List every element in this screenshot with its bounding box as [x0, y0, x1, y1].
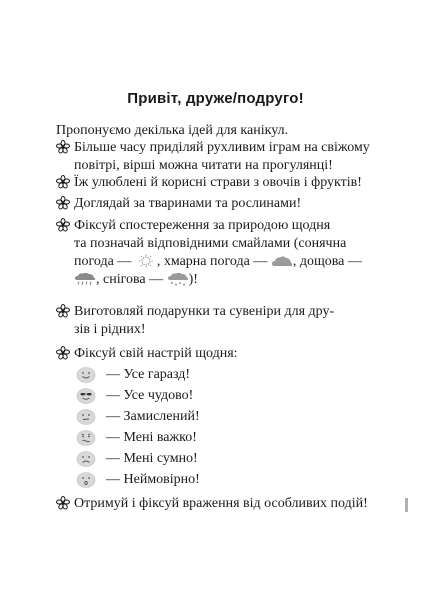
sad-face-icon	[76, 451, 96, 467]
weather-end-label: )!	[188, 272, 198, 287]
sun-icon	[135, 254, 157, 268]
scan-mark-decoration	[404, 498, 410, 512]
list-item-text: Доглядай за тваринами та рослинами!	[74, 196, 302, 211]
flower-bullet-icon	[56, 140, 70, 154]
mood-label: — Усе гаразд!	[106, 367, 191, 382]
weather-sunny-label: погода —	[74, 254, 132, 269]
mood-label: — Усе чудово!	[106, 388, 194, 403]
rain-cloud-icon	[74, 272, 96, 286]
list-item-text: Отримуй і фіксуй враження від особливих подій!	[74, 496, 368, 511]
mood-row	[76, 408, 200, 426]
list-item-mood	[56, 345, 416, 363]
mood-label: — Замислений!	[106, 409, 200, 424]
flower-bullet-icon	[56, 346, 70, 360]
list-item-text: зів і рідних!	[74, 322, 146, 337]
mood-row	[76, 429, 197, 447]
weather-rainy-label: , дощова —	[292, 254, 362, 269]
surprised-face-icon	[76, 472, 96, 488]
mood-label: — Неймовірно!	[106, 472, 200, 487]
list-item-weather	[56, 217, 416, 289]
list-item-text: повітрі, вірші можна читати на прогулянці!	[74, 158, 333, 173]
list-item-gifts	[56, 303, 416, 339]
flower-bullet-icon	[56, 196, 70, 210]
page-title: Привіт, друже/подруго!	[127, 90, 304, 107]
list-item-text: Їж улюблені й корисні страви з овочів і фруктів!	[74, 175, 362, 190]
list-item-final	[56, 495, 426, 513]
list-item-animals	[56, 195, 416, 213]
list-item-food	[56, 174, 416, 192]
weather-cloudy-label: , хмарна погода —	[156, 254, 268, 269]
mood-row	[76, 387, 193, 405]
mood-row	[76, 450, 198, 468]
worried-face-icon	[76, 430, 96, 446]
cool-face-icon	[76, 388, 96, 404]
intro-text: Пропонуємо декілька ідей для канікул.	[56, 123, 289, 138]
cloud-icon	[271, 254, 293, 268]
weather-text-line3	[74, 253, 416, 271]
mood-intro-text: Фіксуй свій настрій щодня:	[74, 346, 238, 361]
flower-bullet-icon	[56, 304, 70, 318]
mood-label: — Мені сумно!	[106, 451, 198, 466]
mood-row	[76, 471, 200, 489]
flower-bullet-icon	[56, 218, 70, 232]
list-item-text: Виготовляй подарунки та сувеніри для дру-	[74, 304, 335, 319]
thinking-face-icon	[76, 409, 96, 425]
weather-text-line2: та позначай відповідними смайлами (сонячна	[74, 236, 347, 251]
smile-face-icon	[76, 367, 96, 383]
flower-bullet-icon	[56, 175, 70, 189]
flower-bullet-icon	[56, 496, 70, 510]
snow-cloud-icon	[167, 272, 189, 286]
weather-text-line4	[74, 271, 416, 289]
mood-label: — Мені важко!	[106, 430, 197, 445]
weather-snowy-label: , снігова —	[96, 272, 164, 287]
mood-row	[76, 366, 190, 384]
weather-text-line1: Фіксуй спостереження за природою щодня	[74, 218, 331, 233]
list-item-text: Більше часу приділяй рухливим іграм на свіжому	[74, 140, 370, 155]
list-item-outdoor	[56, 139, 416, 175]
